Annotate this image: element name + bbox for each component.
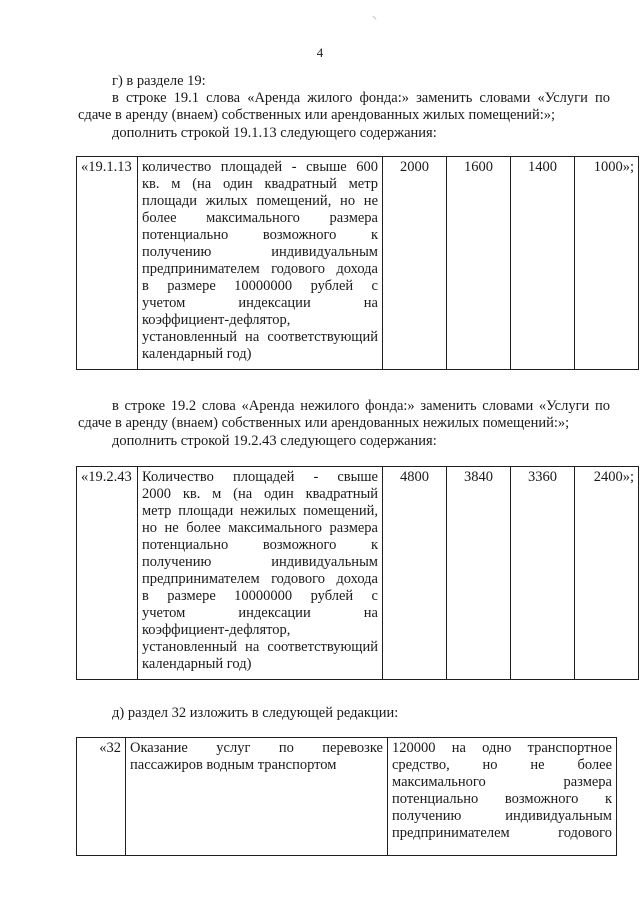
desc-line: более максимального размера [142,210,378,226]
row-code: «32 [77,738,126,856]
row-description [138,157,383,370]
service-value [388,738,617,856]
table-row [77,738,617,856]
row-description [138,467,383,680]
table-row-19-1-13 [76,156,639,370]
desc-line: кв. м (на один квадратный метр [142,176,378,192]
desc-line: пассажиров водным транспортом [130,757,337,773]
paragraph-add-19-2-43: дополнить строкой 19.2.43 следующего содержания: [112,433,437,449]
table-row [77,467,639,680]
scan-speck: ⸌ [372,15,377,26]
table-section-32 [76,737,617,856]
desc-line: получению индивидуальным [142,554,378,570]
desc-line: календарный год) [142,656,252,672]
desc-line: установленный на соответствующий [142,639,378,655]
desc-line: коэффициент-дефлятор, [142,622,291,638]
desc-line: Количество площадей - свыше [142,469,378,485]
desc-line: метр площади нежилых помещений, [142,503,378,519]
rate-value-3: 1400 [511,157,575,370]
desc-line: потенциально возможного к [142,537,378,553]
paragraph-row-19-2: в строке 19.2 слова «Аренда нежилого фонда:» заменить словами «Услуги по сдаче в аренду (внаем) собственных или арендованных нежилых помещений:»; [78,398,610,431]
desc-line: Оказание услуг по перевозке [130,740,383,756]
desc-line: предпринимателем годового [392,825,612,841]
desc-line: коэффициент-дефлятор, [142,312,291,328]
row-code: «19.1.13 [77,157,138,370]
rate-value-4: 1000»; [575,157,639,370]
desc-line: календарный год) [142,346,252,362]
desc-line: предпринимателем годового дохода [142,261,378,277]
desc-line: потенциально возможного к [392,791,612,807]
service-name [126,738,388,856]
rate-value-2: 3840 [447,467,511,680]
page-number: 4 [316,45,324,60]
desc-line: учетом индексации на [142,605,378,621]
desc-line: в размере 10000000 рублей с [142,278,378,294]
desc-line: площади жилых помещений, но не [142,193,378,209]
paragraph-section-32: д) раздел 32 изложить в следующей редакции: [112,705,399,721]
rate-value-1: 2000 [383,157,447,370]
table-row [77,157,639,370]
desc-line: в размере 10000000 рублей с [142,588,378,604]
desc-line: получению индивидуальным [392,808,612,824]
paragraph-section-19: г) в разделе 19: [112,73,206,89]
desc-line: 120000 на одно транспортное [392,740,612,756]
desc-line: количество площадей - свыше 600 [142,159,378,175]
desc-line: предпринимателем годового дохода [142,571,378,587]
desc-line: но не более максимального размера [142,520,378,536]
row-code: «19.2.43 [77,467,138,680]
rate-value-3: 3360 [511,467,575,680]
paragraph-add-19-1-13: дополнить строкой 19.1.13 следующего содержания: [112,125,437,141]
desc-line: получению индивидуальным [142,244,378,260]
paragraph-row-19-1: в строке 19.1 слова «Аренда жилого фонда:» заменить словами «Услуги по сдаче в аренду (внаем) собственных или арендованных жилых помещений:»; [78,90,610,123]
rate-value-4: 2400»; [575,467,639,680]
table-row-19-2-43 [76,466,639,680]
rate-value-2: 1600 [447,157,511,370]
desc-line: установленный на соответствующий [142,329,378,345]
rate-value-1: 4800 [383,467,447,680]
desc-line: максимального размера [392,774,612,790]
desc-line: средство, но не более [392,757,612,773]
desc-line: потенциально возможного к [142,227,378,243]
desc-line: учетом индексации на [142,295,378,311]
desc-line: 2000 кв. м (на один квадратный [142,486,378,502]
